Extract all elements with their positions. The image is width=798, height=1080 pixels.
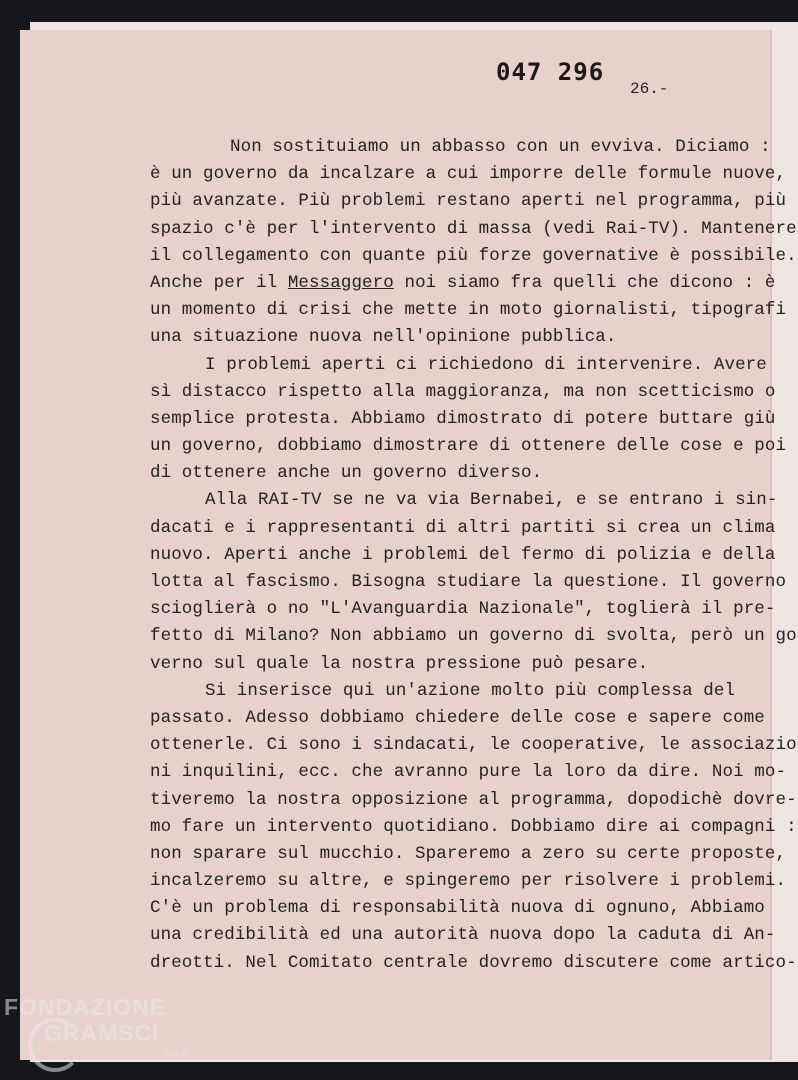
text-line: Alla RAI-TV se ne va via Bernabei, e se entrano i sin- [205, 490, 778, 511]
text-line: Si inserisce qui un'azione molto più complessa del [205, 680, 736, 701]
text-line: incalzeremo su altre, e spingeremo per risolvere i problemi. [150, 871, 787, 892]
text-line: dreotti. Nel Comitato centrale dovremo discutere come artico- [150, 952, 797, 973]
watermark-line-3: onlus [164, 1048, 188, 1059]
text-line: è un governo da incalzare a cui imporre delle formule nuove, [150, 164, 787, 185]
text-line: sì distacco rispetto alla maggioranza, ma non scetticismo o [150, 381, 776, 402]
typewritten-text [150, 134, 797, 977]
text-line: I problemi aperti ci richiedono di intervenire. Avere [205, 354, 767, 375]
text-line: semplice protesta. Abbiamo dimostrato di potere buttare giù [150, 408, 776, 429]
text-line: non sparare sul mucchio. Spareremo a zero su certe proposte, [150, 843, 787, 864]
text-line: dacati e i rappresentanti di altri partiti si crea un clima [150, 517, 776, 538]
text-line: di ottenere anche un governo diverso. [150, 463, 543, 484]
foundation-watermark [4, 994, 204, 1078]
text-line: passato. Adesso dobbiamo chiedere delle cose e sapere come [150, 707, 765, 728]
page-number: 26.- [630, 80, 669, 98]
archive-number: 047 296 [496, 58, 605, 86]
watermark-line-1: FONDAZIONE [4, 994, 167, 1020]
text-line: ni inquilini, ecc. che avranno pure la loro da dire. Noi mo- [150, 762, 787, 783]
text-line: il collegamento con quante più forze governative è possibile. [150, 245, 797, 266]
text-line: nuovo. Aperti anche i problemi del fermo di polizia e della [150, 544, 776, 565]
text-line: ottenerle. Ci sono i sindacati, le cooperative, le associazio [150, 735, 797, 756]
text-line: un governo, dobbiamo dimostrare di ottenere delle cose e poi [150, 436, 787, 457]
text-line: lotta al fascismo. Bisogna studiare la questione. Il governo [150, 572, 787, 592]
text-line: un momento di crisi che mette in moto giornalisti, tipografi [150, 300, 787, 321]
watermark-line-2: GRAMSCI [44, 1020, 160, 1046]
text-line: tiveremo la nostra opposizione al programma, dopodichè dovre- [150, 789, 797, 810]
text-line: mo fare un intervento quotidiano. Dobbiamo dire ai compagni : [150, 816, 797, 837]
text-line: verno sul quale la nostra pressione può pesare. [150, 653, 649, 674]
text-line: una situazione nuova nell'opinione pubblica. [150, 327, 617, 348]
text-line: Anche per il Messaggero noi siamo fra quelli che dicono : è [150, 272, 776, 293]
text-line: scioglierà o no "L'Avanguardia Nazionale", toglierà il pre- [150, 599, 776, 620]
text-line: spazio c'è per l'intervento di massa (vedi Rai-TV). Mantenere [150, 218, 797, 239]
text-line: C'è un problema di responsabilità nuova di ognuno, Abbiamo [150, 898, 765, 919]
text-line: una credibilità ed una autorità nuova dopo la caduta di An- [150, 925, 776, 946]
text-line: Non sostituiamo un abbasso con un evviva. Diciamo : [230, 137, 771, 157]
text-line: più avanzate. Più problemi restano aperti nel programma, più [150, 191, 787, 212]
text-line: fetto di Milano? Non abbiamo un governo di svolta, però un go [150, 626, 797, 647]
